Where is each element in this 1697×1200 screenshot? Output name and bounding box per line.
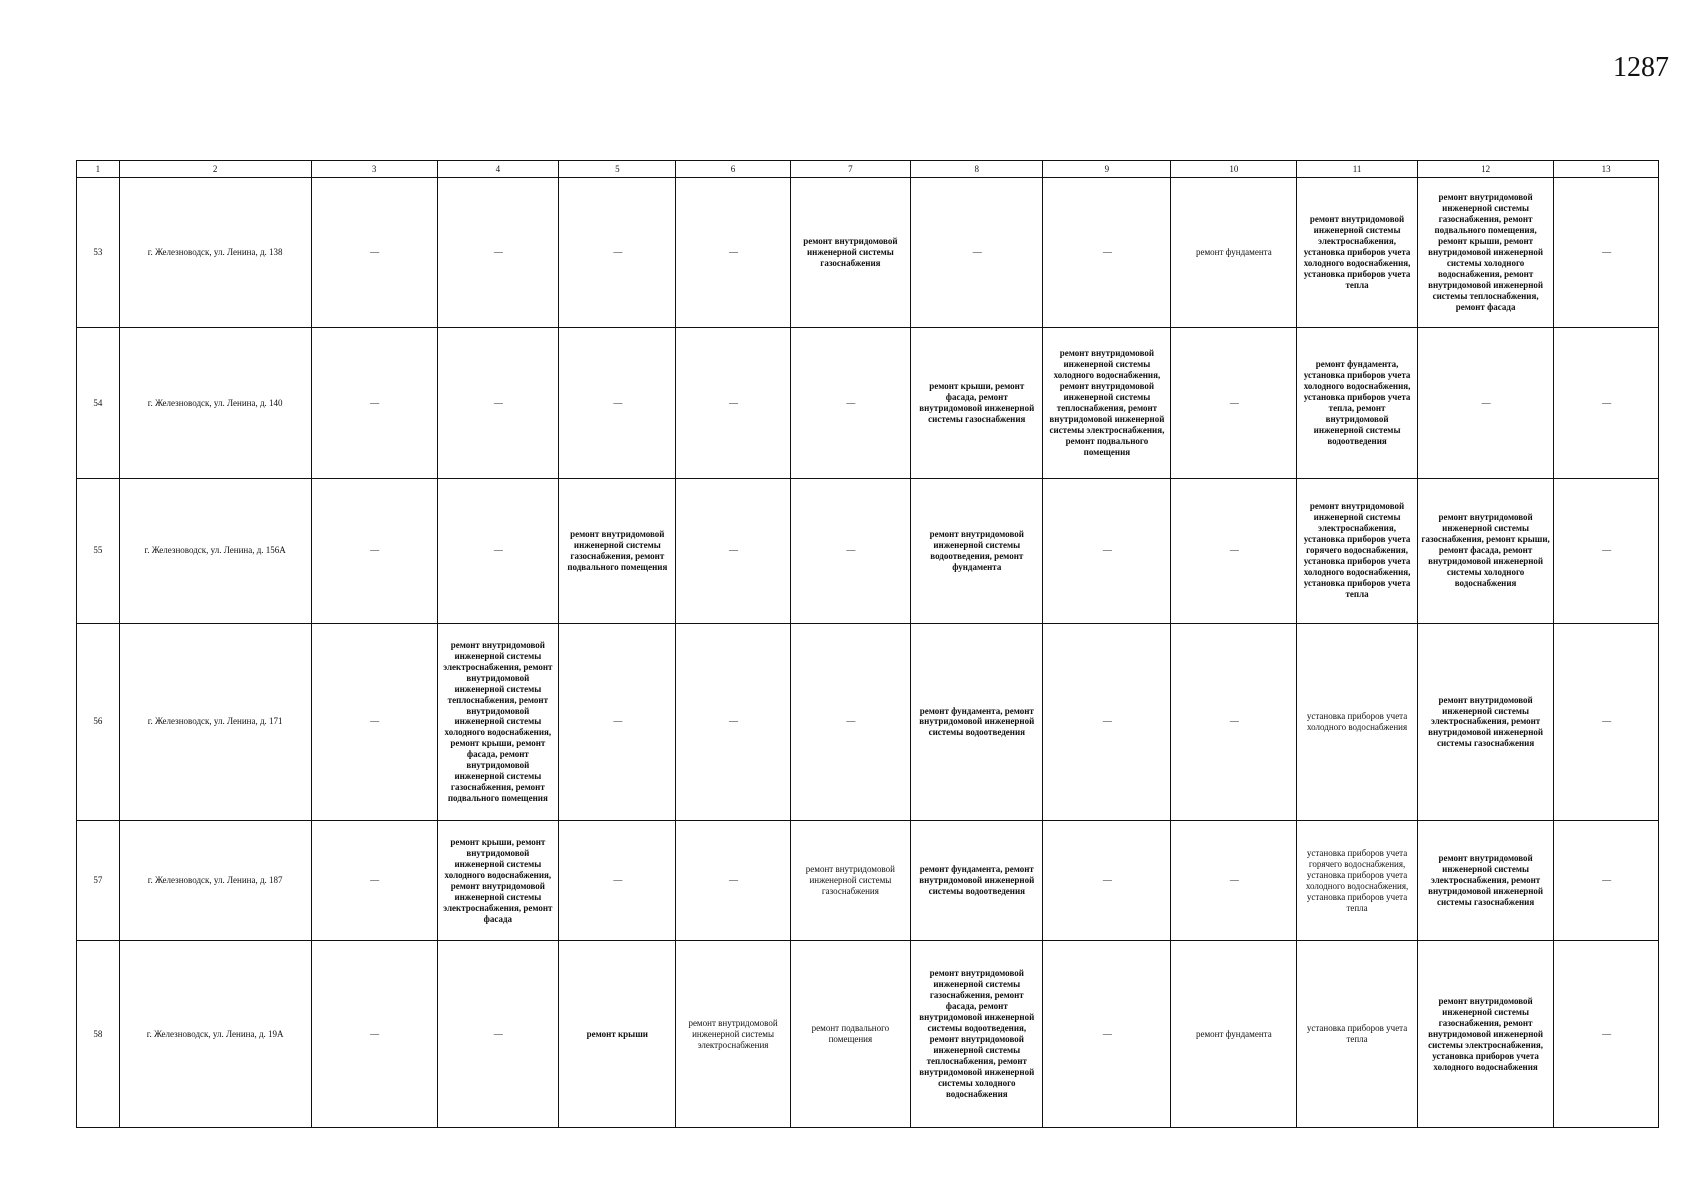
table-cell: — [1171,328,1297,478]
table-cell: ремонт внутридомовой инженерной системы электроснабжения [676,941,790,1128]
row-number-cell: 55 [77,478,120,623]
table-cell: ремонт фундамента, ремонт внутридомовой инженерной системы водоотведения [911,820,1043,940]
table-cell: ремонт внутридомовой инженерной системы газоснабжения, ремонт крыши, ремонт фасада, ремонт внутридомовой инженерной системы холодного водоснабжения [1417,478,1554,623]
table-cell: — [676,623,790,820]
table-cell: — [437,328,559,478]
column-header: 4 [437,161,559,178]
table-cell: — [1554,178,1659,328]
table-cell: — [1417,328,1554,478]
table-cell: — [437,941,559,1128]
table-cell: — [311,478,437,623]
table-cell: установка приборов учета холодного водоснабжения [1297,623,1418,820]
table-cell: ремонт внутридомовой инженерной системы газоснабжения, ремонт подвального помещения [559,478,676,623]
table-cell: ремонт крыши, ремонт фасада, ремонт внутридомовой инженерной системы газоснабжения [911,328,1043,478]
table-cell: ремонт внутридомовой инженерной системы газоснабжения, ремонт подвального помещения, ремонт крыши, ремонт внутридомовой инженерной системы холодного водоснабжения, ремонт внутридомовой инженерной системы теплоснабжения, ремонт фасада [1417,178,1554,328]
table-cell: ремонт фундамента, ремонт внутридомовой инженерной системы водоотведения [911,623,1043,820]
address-cell: г. Железноводск, ул. Ленина, д. 140 [119,328,311,478]
table-cell: — [311,328,437,478]
table-cell: — [559,328,676,478]
address-cell: г. Железноводск, ул. Ленина, д. 156А [119,478,311,623]
column-header: 12 [1417,161,1554,178]
table-row [77,820,1659,940]
table-cell: — [1043,178,1171,328]
address-cell: г. Железноводск, ул. Ленина, д. 187 [119,820,311,940]
table-cell: — [1171,478,1297,623]
table-cell: ремонт фундамента [1171,941,1297,1128]
row-number-cell: 58 [77,941,120,1128]
table-cell: ремонт внутридомовой инженерной системы электроснабжения, ремонт внутридомовой инженерной системы газоснабжения [1417,623,1554,820]
table-cell: — [1171,820,1297,940]
table-cell: — [437,178,559,328]
table-cell: — [790,478,911,623]
header-row [77,161,1659,178]
column-header: 8 [911,161,1043,178]
table-cell: — [676,820,790,940]
table-cell: — [559,623,676,820]
table-cell: — [559,178,676,328]
table-cell: ремонт фундамента [1171,178,1297,328]
table-row [77,478,1659,623]
table-cell: ремонт внутридомовой инженерной системы газоснабжения, ремонт внутридомовой инженерной системы электроснабжения, установка приборов учета холодного водоснабжения [1417,941,1554,1128]
table-cell: ремонт внутридомовой инженерной системы электроснабжения, ремонт внутридомовой инженерной системы газоснабжения [1417,820,1554,940]
table-cell: ремонт внутридомовой инженерной системы газоснабжения [790,820,911,940]
table-row [77,623,1659,820]
column-header: 9 [1043,161,1171,178]
table-cell: ремонт внутридомовой инженерной системы водоотведения, ремонт фундамента [911,478,1043,623]
table-cell: ремонт внутридомовой инженерной системы газоснабжения [790,178,911,328]
table-cell: — [1554,820,1659,940]
table-cell: — [790,623,911,820]
table-row [77,328,1659,478]
table-cell: — [676,178,790,328]
table-cell: ремонт подвального помещения [790,941,911,1128]
table-cell: ремонт внутридомовой инженерной системы электроснабжения, установка приборов учета холодного водоснабжения, установка приборов учета тепла [1297,178,1418,328]
table-cell: ремонт внутридомовой инженерной системы электроснабжения, установка приборов учета горячего водоснабжения, установка приборов учета холодного водоснабжения, установка приборов учета тепла [1297,478,1418,623]
table-cell: ремонт внутридомовой инженерной системы электроснабжения, ремонт внутридомовой инженерной системы теплоснабжения, ремонт внутридомовой инженерной системы холодного водоснабжения, ремонт крыши, ремонт фасада, ремонт внутридомовой инженерной системы газоснабжения, ремонт подвального помещения [437,623,559,820]
column-header: 5 [559,161,676,178]
row-number-cell: 53 [77,178,120,328]
row-number-cell: 57 [77,820,120,940]
table-cell: — [1171,623,1297,820]
table-row [77,178,1659,328]
table-cell: — [676,328,790,478]
column-header: 3 [311,161,437,178]
table-cell: — [1554,478,1659,623]
table-cell: установка приборов учета тепла [1297,941,1418,1128]
table-row [77,941,1659,1128]
column-header: 2 [119,161,311,178]
table-cell: ремонт внутридомовой инженерной системы газоснабжения, ремонт фасада, ремонт внутридомовой инженерной системы водоотведения, ремонт внутридомовой инженерной системы теплоснабжения, ремонт внутридомовой инженерной системы холодного водоснабжения [911,941,1043,1128]
repair-schedule-table [76,160,1659,1128]
column-header: 10 [1171,161,1297,178]
column-header: 6 [676,161,790,178]
table-cell: — [1554,623,1659,820]
table-cell: ремонт внутридомовой инженерной системы холодного водоснабжения, ремонт внутридомовой инженерной системы теплоснабжения, ремонт внутридомовой инженерной системы электроснабжения, ремонт подвального помещения [1043,328,1171,478]
page-number: 1287 [1613,52,1669,83]
table-cell: — [1043,941,1171,1128]
table-cell: ремонт крыши, ремонт внутридомовой инженерной системы холодного водоснабжения, ремонт внутридомовой инженерной системы электроснабжения, ремонт фасада [437,820,559,940]
table-cell: ремонт крыши [559,941,676,1128]
table-cell: — [311,820,437,940]
table-cell: — [1554,328,1659,478]
column-header: 7 [790,161,911,178]
table-cell: — [311,623,437,820]
table-cell: — [911,178,1043,328]
table-cell: — [1043,820,1171,940]
table-cell: — [1043,623,1171,820]
table-cell: — [790,328,911,478]
table-cell: — [559,820,676,940]
column-header: 13 [1554,161,1659,178]
table-cell: — [1043,478,1171,623]
column-header: 1 [77,161,120,178]
table-cell: — [437,478,559,623]
table-cell: установка приборов учета горячего водоснабжения, установка приборов учета холодного водоснабжения, установка приборов учета тепла [1297,820,1418,940]
address-cell: г. Железноводск, ул. Ленина, д. 19А [119,941,311,1128]
row-number-cell: 56 [77,623,120,820]
table-cell: — [676,478,790,623]
table-cell: ремонт фундамента, установка приборов учета холодного водоснабжения, установка приборов учета тепла, ремонт внутридомовой инженерной системы водоотведения [1297,328,1418,478]
table-cell: — [311,941,437,1128]
table-cell: — [1554,941,1659,1128]
address-cell: г. Железноводск, ул. Ленина, д. 171 [119,623,311,820]
row-number-cell: 54 [77,328,120,478]
address-cell: г. Железноводск, ул. Ленина, д. 138 [119,178,311,328]
column-header: 11 [1297,161,1418,178]
table-cell: — [311,178,437,328]
